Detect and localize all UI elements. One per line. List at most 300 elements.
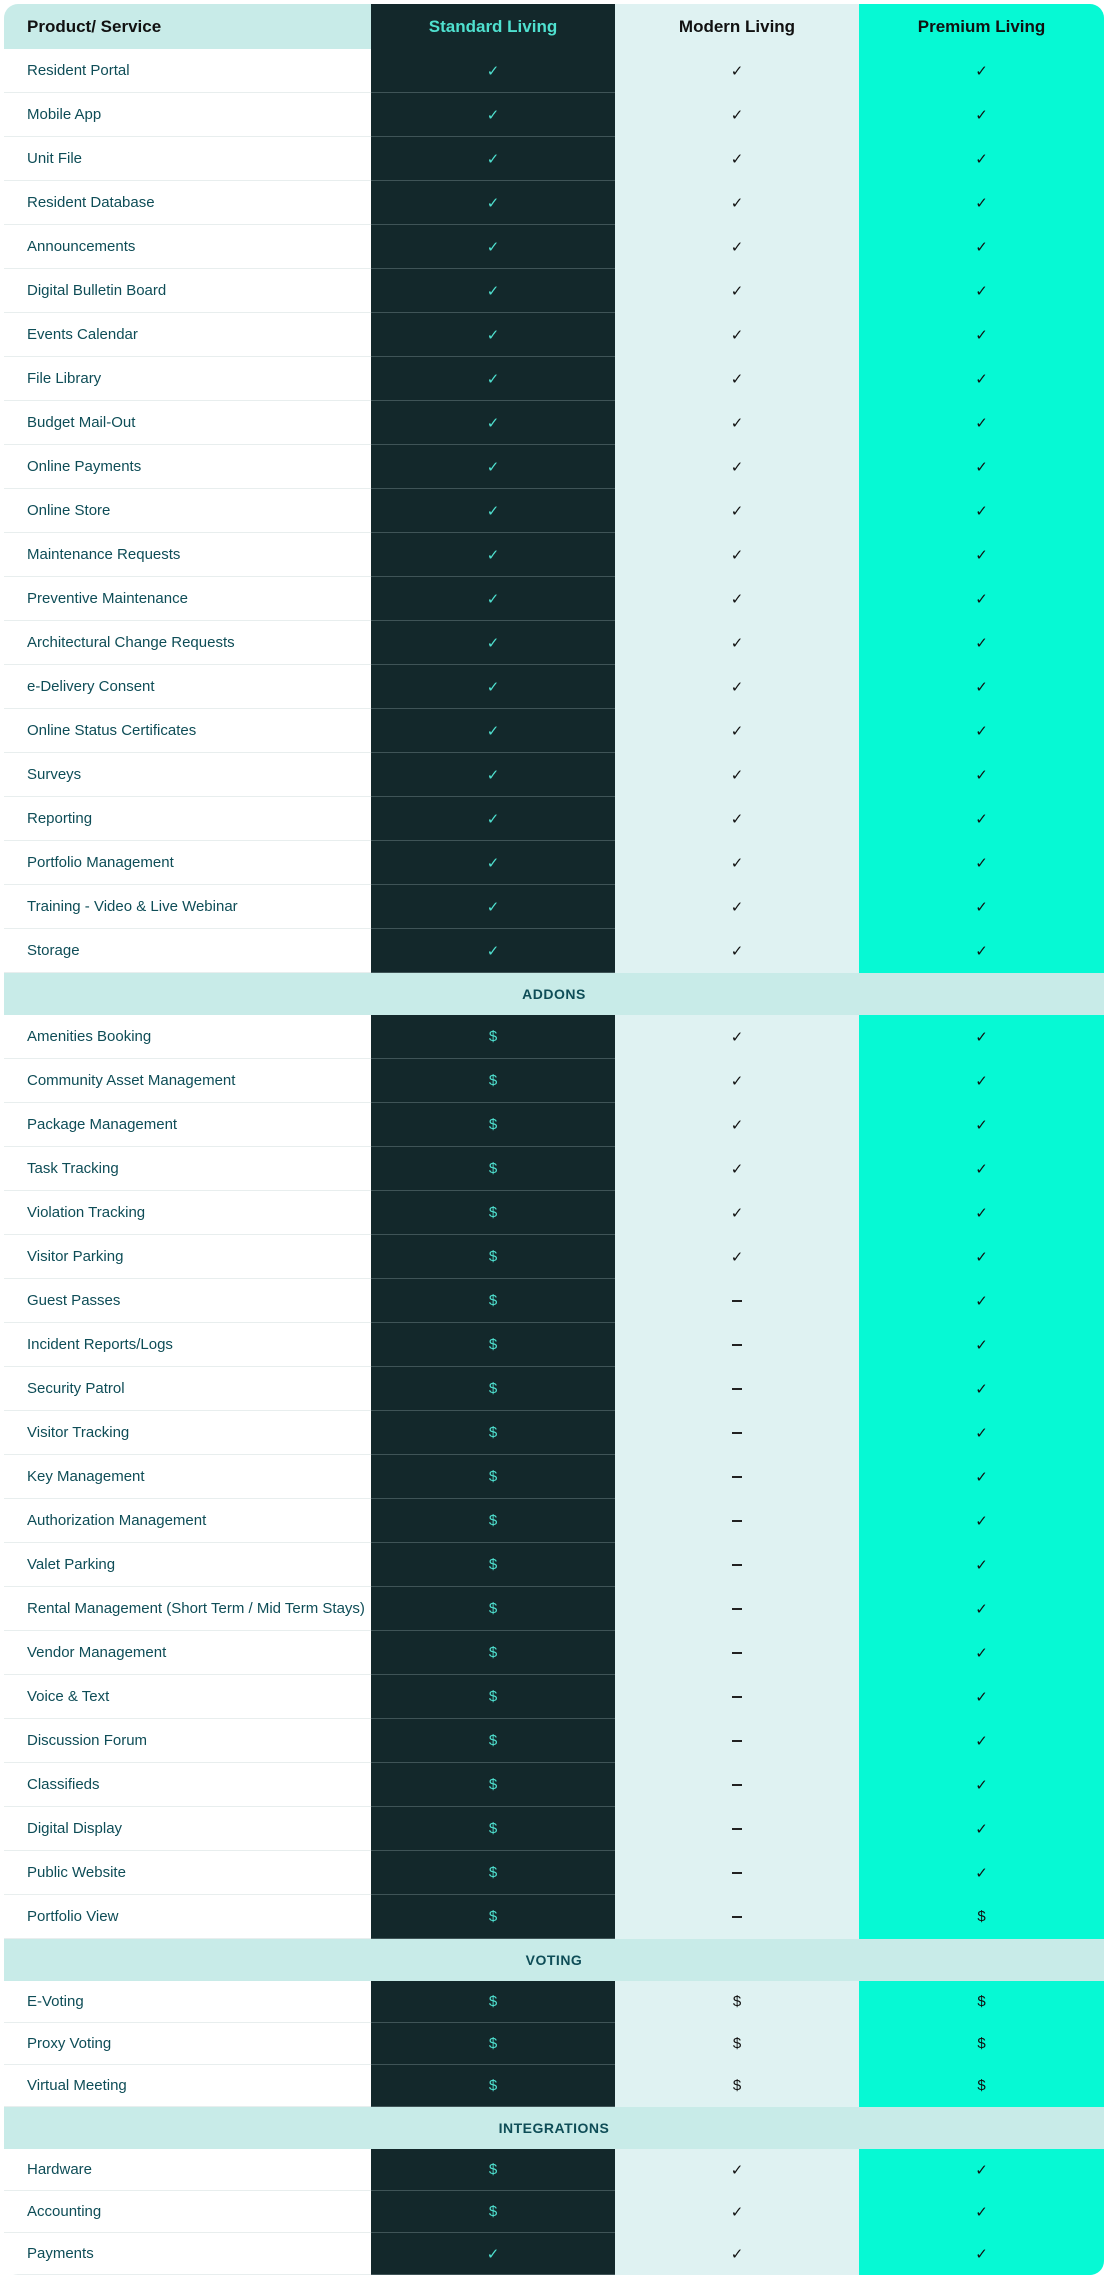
check-icon: ✓ <box>730 370 744 388</box>
table-row <box>4 1675 1104 1719</box>
dollar-icon: $ <box>488 1644 498 1661</box>
dollar-icon: $ <box>488 1732 498 1749</box>
check-icon: ✓ <box>730 590 744 608</box>
dollar-icon: $ <box>977 2035 986 2052</box>
check-icon: ✓ <box>486 722 500 740</box>
check-icon: ✓ <box>486 414 500 432</box>
cell-modern <box>615 665 859 709</box>
dollar-icon: $ <box>488 1864 498 1881</box>
cell-standard <box>371 1103 615 1147</box>
dollar-icon: $ <box>488 1512 498 1529</box>
feature-label: Authorization Management <box>4 1499 371 1543</box>
cell-premium <box>859 445 1104 489</box>
cell-modern <box>615 1279 859 1323</box>
dash-icon <box>732 1388 742 1390</box>
feature-label: Digital Bulletin Board <box>4 269 371 313</box>
table-row <box>4 2233 1104 2275</box>
cell-premium <box>859 2191 1104 2233</box>
cell-modern <box>615 841 859 885</box>
cell-standard <box>371 1543 615 1587</box>
check-icon: ✓ <box>975 854 988 872</box>
table-row <box>4 1851 1104 1895</box>
feature-label: Accounting <box>4 2191 371 2233</box>
table-row <box>4 1059 1104 1103</box>
table-row <box>4 1279 1104 1323</box>
cell-modern <box>615 1015 859 1059</box>
dollar-icon: $ <box>488 1336 498 1353</box>
feature-label: Portfolio Management <box>4 841 371 885</box>
cell-standard <box>371 401 615 445</box>
table-row <box>4 1191 1104 1235</box>
cell-standard <box>371 1851 615 1895</box>
feature-label: Visitor Parking <box>4 1235 371 1279</box>
table-row <box>4 2149 1104 2191</box>
check-icon: ✓ <box>975 1688 988 1706</box>
cell-standard <box>371 2023 615 2065</box>
check-icon: ✓ <box>730 1116 744 1134</box>
cell-modern <box>615 137 859 181</box>
table-row <box>4 181 1104 225</box>
feature-label: Virtual Meeting <box>4 2065 371 2107</box>
cell-premium <box>859 313 1104 357</box>
cell-premium <box>859 1587 1104 1631</box>
cell-standard <box>371 1411 615 1455</box>
check-icon: ✓ <box>975 326 988 344</box>
dollar-icon: $ <box>977 2077 986 2094</box>
table-row <box>4 1631 1104 1675</box>
cell-standard <box>371 621 615 665</box>
check-icon: ✓ <box>730 1204 744 1222</box>
check-icon: ✓ <box>730 238 744 256</box>
check-icon: ✓ <box>730 722 744 740</box>
cell-modern <box>615 1455 859 1499</box>
cell-standard <box>371 269 615 313</box>
table-row <box>4 1015 1104 1059</box>
feature-label: Surveys <box>4 753 371 797</box>
check-icon: ✓ <box>975 898 988 916</box>
check-icon: ✓ <box>486 942 500 960</box>
check-icon: ✓ <box>486 678 500 696</box>
cell-modern <box>615 1147 859 1191</box>
cell-premium <box>859 1763 1104 1807</box>
table-row <box>4 929 1104 973</box>
cell-standard <box>371 445 615 489</box>
cell-modern <box>615 1411 859 1455</box>
check-icon: ✓ <box>730 546 744 564</box>
table-row <box>4 1235 1104 1279</box>
table-row <box>4 313 1104 357</box>
table-row <box>4 1323 1104 1367</box>
cell-modern <box>615 269 859 313</box>
cell-premium <box>859 885 1104 929</box>
cell-standard <box>371 313 615 357</box>
cell-modern <box>615 1851 859 1895</box>
cell-modern <box>615 1191 859 1235</box>
cell-premium <box>859 1807 1104 1851</box>
feature-label: Discussion Forum <box>4 1719 371 1763</box>
check-icon: ✓ <box>730 942 744 960</box>
cell-premium <box>859 401 1104 445</box>
check-icon: ✓ <box>975 238 988 256</box>
feature-label: Visitor Tracking <box>4 1411 371 1455</box>
table-row <box>4 885 1104 929</box>
cell-modern <box>615 1675 859 1719</box>
table-row <box>4 1103 1104 1147</box>
check-icon: ✓ <box>730 62 744 80</box>
check-icon: ✓ <box>730 1028 744 1046</box>
cell-premium <box>859 489 1104 533</box>
cell-standard <box>371 357 615 401</box>
check-icon: ✓ <box>730 502 744 520</box>
cell-modern <box>615 929 859 973</box>
cell-modern <box>615 1059 859 1103</box>
check-icon: ✓ <box>486 2245 500 2263</box>
check-icon: ✓ <box>975 722 988 740</box>
cell-standard <box>371 93 615 137</box>
table-row <box>4 1763 1104 1807</box>
dash-icon <box>732 1872 742 1874</box>
table-row <box>4 1981 1104 2023</box>
dollar-icon: $ <box>977 1908 986 1925</box>
cell-modern <box>615 2065 859 2107</box>
table-body <box>4 49 1104 2275</box>
check-icon: ✓ <box>975 590 988 608</box>
cell-premium <box>859 1235 1104 1279</box>
table-row <box>4 2065 1104 2107</box>
dollar-icon: $ <box>488 2203 498 2220</box>
feature-label: Public Website <box>4 1851 371 1895</box>
cell-standard <box>371 2191 615 2233</box>
table-row <box>4 357 1104 401</box>
check-icon: ✓ <box>730 2203 744 2221</box>
section-header-addons: ADDONS <box>4 973 1104 1015</box>
table-row <box>4 269 1104 313</box>
cell-standard <box>371 1191 615 1235</box>
check-icon: ✓ <box>975 1336 988 1354</box>
cell-premium <box>859 225 1104 269</box>
check-icon: ✓ <box>975 458 988 476</box>
dollar-icon: $ <box>488 1820 498 1837</box>
feature-label: Announcements <box>4 225 371 269</box>
cell-premium <box>859 93 1104 137</box>
cell-premium <box>859 1367 1104 1411</box>
cell-modern <box>615 2233 859 2275</box>
dollar-icon: $ <box>732 2077 742 2094</box>
feature-label: Resident Portal <box>4 49 371 93</box>
cell-standard <box>371 929 615 973</box>
check-icon: ✓ <box>975 1072 988 1090</box>
cell-modern <box>615 1367 859 1411</box>
cell-standard <box>371 1631 615 1675</box>
check-icon: ✓ <box>975 1600 988 1618</box>
dollar-icon: $ <box>488 1248 498 1265</box>
cell-modern <box>615 885 859 929</box>
feature-label: Preventive Maintenance <box>4 577 371 621</box>
feature-label: Hardware <box>4 2149 371 2191</box>
cell-modern <box>615 1323 859 1367</box>
cell-modern <box>615 1235 859 1279</box>
check-icon: ✓ <box>730 2245 744 2263</box>
check-icon: ✓ <box>975 634 988 652</box>
cell-premium <box>859 709 1104 753</box>
check-icon: ✓ <box>486 194 500 212</box>
section-header-integrations: INTEGRATIONS <box>4 2107 1104 2149</box>
cell-premium <box>859 1543 1104 1587</box>
cell-premium <box>859 665 1104 709</box>
check-icon: ✓ <box>486 238 500 256</box>
feature-label: Rental Management (Short Term / Mid Term Stays) <box>4 1587 371 1631</box>
dash-icon <box>732 1432 742 1434</box>
cell-modern <box>615 93 859 137</box>
check-icon: ✓ <box>730 2161 744 2179</box>
feature-label: Resident Database <box>4 181 371 225</box>
cell-modern <box>615 1543 859 1587</box>
dollar-icon: $ <box>488 2161 498 2178</box>
check-icon: ✓ <box>486 62 500 80</box>
dollar-icon: $ <box>488 1993 498 2010</box>
cell-standard <box>371 225 615 269</box>
check-icon: ✓ <box>486 810 500 828</box>
check-icon: ✓ <box>975 1556 988 1574</box>
table-row <box>4 709 1104 753</box>
column-header-standard: Standard Living <box>371 4 615 49</box>
column-header-product: Product/ Service <box>4 4 371 49</box>
check-icon: ✓ <box>730 854 744 872</box>
feature-label: e-Delivery Consent <box>4 665 371 709</box>
cell-modern <box>615 1103 859 1147</box>
table-row <box>4 2023 1104 2065</box>
cell-standard <box>371 1455 615 1499</box>
dollar-icon: $ <box>488 1908 498 1925</box>
feature-label: Architectural Change Requests <box>4 621 371 665</box>
cell-standard <box>371 885 615 929</box>
cell-premium <box>859 533 1104 577</box>
cell-premium <box>859 1279 1104 1323</box>
feature-label: Guest Passes <box>4 1279 371 1323</box>
cell-standard <box>371 1587 615 1631</box>
cell-premium <box>859 1675 1104 1719</box>
cell-modern <box>615 2149 859 2191</box>
cell-premium <box>859 1411 1104 1455</box>
cell-modern <box>615 709 859 753</box>
cell-standard <box>371 841 615 885</box>
cell-premium <box>859 1103 1104 1147</box>
check-icon: ✓ <box>730 898 744 916</box>
table-row <box>4 137 1104 181</box>
check-icon: ✓ <box>730 414 744 432</box>
dollar-icon: $ <box>488 1028 498 1045</box>
table-row <box>4 1807 1104 1851</box>
cell-standard <box>371 1499 615 1543</box>
check-icon: ✓ <box>975 1468 988 1486</box>
cell-standard <box>371 1235 615 1279</box>
cell-modern <box>615 401 859 445</box>
cell-standard <box>371 49 615 93</box>
check-icon: ✓ <box>975 942 988 960</box>
table-row <box>4 577 1104 621</box>
feature-label: Digital Display <box>4 1807 371 1851</box>
feature-label: Proxy Voting <box>4 2023 371 2065</box>
check-icon: ✓ <box>975 150 988 168</box>
dollar-icon: $ <box>488 1380 498 1397</box>
cell-premium <box>859 1719 1104 1763</box>
feature-label: Amenities Booking <box>4 1015 371 1059</box>
table-row <box>4 1895 1104 1939</box>
feature-label: Task Tracking <box>4 1147 371 1191</box>
check-icon: ✓ <box>975 106 988 124</box>
cell-modern <box>615 797 859 841</box>
check-icon: ✓ <box>975 1776 988 1794</box>
dash-icon <box>732 1828 742 1830</box>
check-icon: ✓ <box>975 1424 988 1442</box>
feature-label: Storage <box>4 929 371 973</box>
feature-label: Reporting <box>4 797 371 841</box>
cell-standard <box>371 1895 615 1939</box>
table-row <box>4 1587 1104 1631</box>
cell-standard <box>371 1015 615 1059</box>
feature-label: Security Patrol <box>4 1367 371 1411</box>
dollar-icon: $ <box>488 1688 498 1705</box>
table-row <box>4 1411 1104 1455</box>
check-icon: ✓ <box>486 370 500 388</box>
cell-premium <box>859 621 1104 665</box>
table-row <box>4 841 1104 885</box>
table-row <box>4 225 1104 269</box>
column-header-premium: Premium Living <box>859 4 1104 49</box>
cell-premium <box>859 1191 1104 1235</box>
cell-standard <box>371 1807 615 1851</box>
feature-label: Voice & Text <box>4 1675 371 1719</box>
table-row <box>4 1719 1104 1763</box>
cell-premium <box>859 1323 1104 1367</box>
cell-modern <box>615 489 859 533</box>
dash-icon <box>732 1608 742 1610</box>
check-icon: ✓ <box>486 590 500 608</box>
cell-premium <box>859 49 1104 93</box>
table-row <box>4 533 1104 577</box>
dollar-icon: $ <box>488 2077 498 2094</box>
cell-premium <box>859 753 1104 797</box>
feature-label: Vendor Management <box>4 1631 371 1675</box>
feature-label: Violation Tracking <box>4 1191 371 1235</box>
cell-premium <box>859 1455 1104 1499</box>
cell-standard <box>371 797 615 841</box>
dash-icon <box>732 1784 742 1786</box>
dash-icon <box>732 1564 742 1566</box>
cell-premium <box>859 1851 1104 1895</box>
check-icon: ✓ <box>975 1864 988 1882</box>
check-icon: ✓ <box>486 502 500 520</box>
dash-icon <box>732 1740 742 1742</box>
cell-standard <box>371 1675 615 1719</box>
cell-modern <box>615 1631 859 1675</box>
feature-label: Package Management <box>4 1103 371 1147</box>
cell-modern <box>615 621 859 665</box>
table-row <box>4 665 1104 709</box>
check-icon: ✓ <box>975 414 988 432</box>
cell-standard <box>371 533 615 577</box>
table-row <box>4 93 1104 137</box>
cell-modern <box>615 1587 859 1631</box>
check-icon: ✓ <box>730 634 744 652</box>
dollar-icon: $ <box>488 1556 498 1573</box>
check-icon: ✓ <box>975 2203 988 2221</box>
cell-standard <box>371 1763 615 1807</box>
cell-standard <box>371 181 615 225</box>
check-icon: ✓ <box>975 1292 988 1310</box>
comparison-table <box>4 4 1104 2275</box>
cell-modern <box>615 313 859 357</box>
table-row <box>4 401 1104 445</box>
dash-icon <box>732 1520 742 1522</box>
cell-standard <box>371 1719 615 1763</box>
cell-standard <box>371 1367 615 1411</box>
section-header-voting: VOTING <box>4 1939 1104 1981</box>
cell-modern <box>615 49 859 93</box>
check-icon: ✓ <box>486 282 500 300</box>
feature-label: Payments <box>4 2233 371 2275</box>
check-icon: ✓ <box>730 458 744 476</box>
check-icon: ✓ <box>730 1160 744 1178</box>
cell-modern <box>615 225 859 269</box>
header-row <box>4 4 1104 49</box>
table-row <box>4 1499 1104 1543</box>
cell-standard <box>371 709 615 753</box>
table-row <box>4 797 1104 841</box>
dash-icon <box>732 1916 742 1918</box>
cell-premium <box>859 137 1104 181</box>
cell-modern <box>615 753 859 797</box>
feature-label: File Library <box>4 357 371 401</box>
feature-label: Mobile App <box>4 93 371 137</box>
feature-label: Portfolio View <box>4 1895 371 1939</box>
cell-standard <box>371 1279 615 1323</box>
cell-premium <box>859 357 1104 401</box>
cell-modern <box>615 1895 859 1939</box>
feature-label: Valet Parking <box>4 1543 371 1587</box>
feature-label: Training - Video & Live Webinar <box>4 885 371 929</box>
check-icon: ✓ <box>486 326 500 344</box>
cell-standard <box>371 2233 615 2275</box>
table-row <box>4 753 1104 797</box>
cell-modern <box>615 1981 859 2023</box>
feature-label: Maintenance Requests <box>4 533 371 577</box>
cell-modern <box>615 577 859 621</box>
cell-premium <box>859 929 1104 973</box>
dollar-icon: $ <box>488 1116 498 1133</box>
check-icon: ✓ <box>975 810 988 828</box>
cell-premium <box>859 797 1104 841</box>
table-row <box>4 621 1104 665</box>
table-row <box>4 2191 1104 2233</box>
check-icon: ✓ <box>730 194 744 212</box>
check-icon: ✓ <box>730 1072 744 1090</box>
check-icon: ✓ <box>975 2161 988 2179</box>
check-icon: ✓ <box>730 150 744 168</box>
cell-modern <box>615 533 859 577</box>
cell-standard <box>371 489 615 533</box>
cell-standard <box>371 2149 615 2191</box>
check-icon: ✓ <box>486 898 500 916</box>
feature-label: E-Voting <box>4 1981 371 2023</box>
table-row <box>4 1543 1104 1587</box>
check-icon: ✓ <box>975 370 988 388</box>
cell-standard <box>371 1981 615 2023</box>
dollar-icon: $ <box>732 2035 742 2052</box>
cell-premium <box>859 2023 1104 2065</box>
table-row <box>4 1367 1104 1411</box>
feature-label: Online Payments <box>4 445 371 489</box>
